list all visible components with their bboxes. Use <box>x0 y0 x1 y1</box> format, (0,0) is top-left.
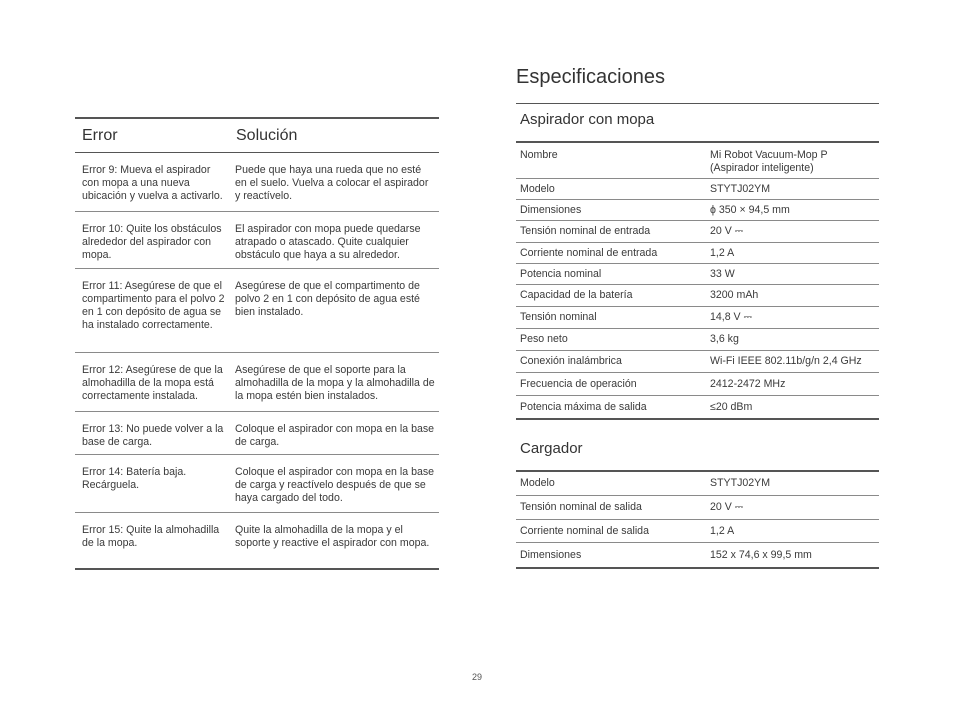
spec-key: Nombre <box>520 149 558 161</box>
spec-row <box>516 221 879 243</box>
solution-cell: Puede que haya una rueda que no esté en el suelo. Vuelva a colocar el aspirador y reactívelo. <box>235 164 429 202</box>
spec-row <box>516 373 879 396</box>
spec-value: Mi Robot Vacuum-Mop P (Aspirador inteligente) <box>710 149 828 174</box>
spec-key: Potencia máxima de salida <box>520 400 647 413</box>
spec-value: 33 W <box>710 267 735 280</box>
spec-row <box>516 396 879 420</box>
spec-row <box>516 243 879 264</box>
spec-value: ≤20 dBm <box>710 400 753 413</box>
spec-key: Tensión nominal de entrada <box>520 225 651 237</box>
page-number: 29 <box>471 672 482 682</box>
charger-section-title: Cargador <box>520 440 583 457</box>
solution-cell: Coloque el aspirador con mopa en la base de carga y reactívelo después de que se haya cargado del todo. <box>235 466 435 504</box>
error-cell: Error 13: No puede volver a la base de carga. <box>82 423 224 448</box>
spec-row <box>516 351 879 373</box>
solution-column-header: Solución <box>236 126 298 144</box>
spec-key: Frecuencia de operación <box>520 377 637 390</box>
spec-value: ϕ 350 × 94,5 mm <box>710 203 790 216</box>
solution-cell: Quite la almohadilla de la mopa y el soporte y reactive el aspirador con mopa. <box>235 524 430 549</box>
spec-row <box>516 329 879 351</box>
table-row <box>75 455 439 513</box>
spec-key: Corriente nominal de salida <box>520 524 649 537</box>
spec-row <box>516 264 879 285</box>
error-cell: Error 14: Batería baja. Recárguela. <box>82 466 187 491</box>
spec-value: 20 V ⎓ <box>710 501 744 513</box>
spec-row <box>516 543 879 569</box>
spec-key: Modelo <box>520 477 555 489</box>
spec-key: Dimensiones <box>520 548 582 561</box>
spec-value: 152 x 74,6 x 99,5 mm <box>710 548 812 561</box>
error-column-header: Error <box>82 126 118 144</box>
error-table-header <box>75 119 439 153</box>
spec-key: Corriente nominal de entrada <box>520 246 658 259</box>
error-table <box>75 117 439 570</box>
solution-cell: Asegúrese de que el compartimento de polvo 2 en 1 con depósito de agua esté bien instalado. <box>235 280 420 318</box>
spec-row <box>516 520 879 543</box>
title-divider <box>516 103 879 104</box>
spec-row <box>516 143 879 179</box>
table-row <box>75 412 439 455</box>
spec-row <box>516 307 879 329</box>
spec-key: Dimensiones <box>520 203 582 216</box>
page-title: Especificaciones <box>516 66 665 88</box>
spec-key: Potencia nominal <box>520 267 602 280</box>
spec-key: Tensión nominal de salida <box>520 501 642 513</box>
solution-cell: El aspirador con mopa puede quedarse atrapado o atascado. Quite cualquier obstáculo que haya a su alrededor. <box>235 223 421 261</box>
spec-row <box>516 496 879 520</box>
vacuum-spec-table <box>516 141 879 420</box>
error-cell: Error 10: Quite los obstáculos alrededor del aspirador con mopa. <box>82 223 222 261</box>
vacuum-section-title: Aspirador con mopa <box>520 111 655 128</box>
spec-value: 3,6 kg <box>710 333 739 345</box>
spec-value: Wi-Fi IEEE 802.11b/g/n 2,4 GHz <box>710 355 862 367</box>
spec-row <box>516 472 879 496</box>
charger-spec-table <box>516 470 879 569</box>
spec-value: 20 V ⎓ <box>710 225 744 237</box>
spec-key: Modelo <box>520 182 555 195</box>
table-row <box>75 153 439 212</box>
error-cell: Error 11: Asegúrese de que el compartimento para el polvo 2 en 1 con depósito de agua se ha instalado correctamente. <box>82 280 225 331</box>
spec-value: 1,2 A <box>710 524 735 537</box>
spec-key: Peso neto <box>520 333 568 345</box>
spec-value: STYTJ02YM <box>710 182 771 195</box>
spec-value: 2412-2472 MHz <box>710 377 786 390</box>
table-row <box>75 513 439 570</box>
spec-key: Capacidad de la batería <box>520 289 633 301</box>
spec-key: Tensión nominal <box>520 311 597 323</box>
spec-value: 14,8 V ⎓ <box>710 311 753 323</box>
table-row <box>75 269 439 353</box>
solution-cell: Coloque el aspirador con mopa en la base de carga. <box>235 423 435 448</box>
error-cell: Error 15: Quite la almohadilla de la mopa. <box>82 524 220 549</box>
spec-key: Conexión inalámbrica <box>520 355 622 367</box>
error-cell: Error 9: Mueva el aspirador con mopa a una nueva ubicación y vuelva a activarlo. <box>82 164 223 202</box>
spec-row <box>516 200 879 221</box>
spec-row <box>516 285 879 307</box>
table-row <box>75 353 439 412</box>
spec-value: 1,2 A <box>710 246 735 259</box>
spec-value: 3200 mAh <box>710 289 759 301</box>
table-row <box>75 212 439 269</box>
spec-value: STYTJ02YM <box>710 477 771 489</box>
error-cell: Error 12: Asegúrese de que la almohadilla de la mopa está correctamente instalada. <box>82 364 223 402</box>
spec-row <box>516 179 879 200</box>
solution-cell: Asegúrese de que el soporte para la almohadilla de la mopa y la almohadilla de la mopa estén bien instalados. <box>235 364 435 402</box>
